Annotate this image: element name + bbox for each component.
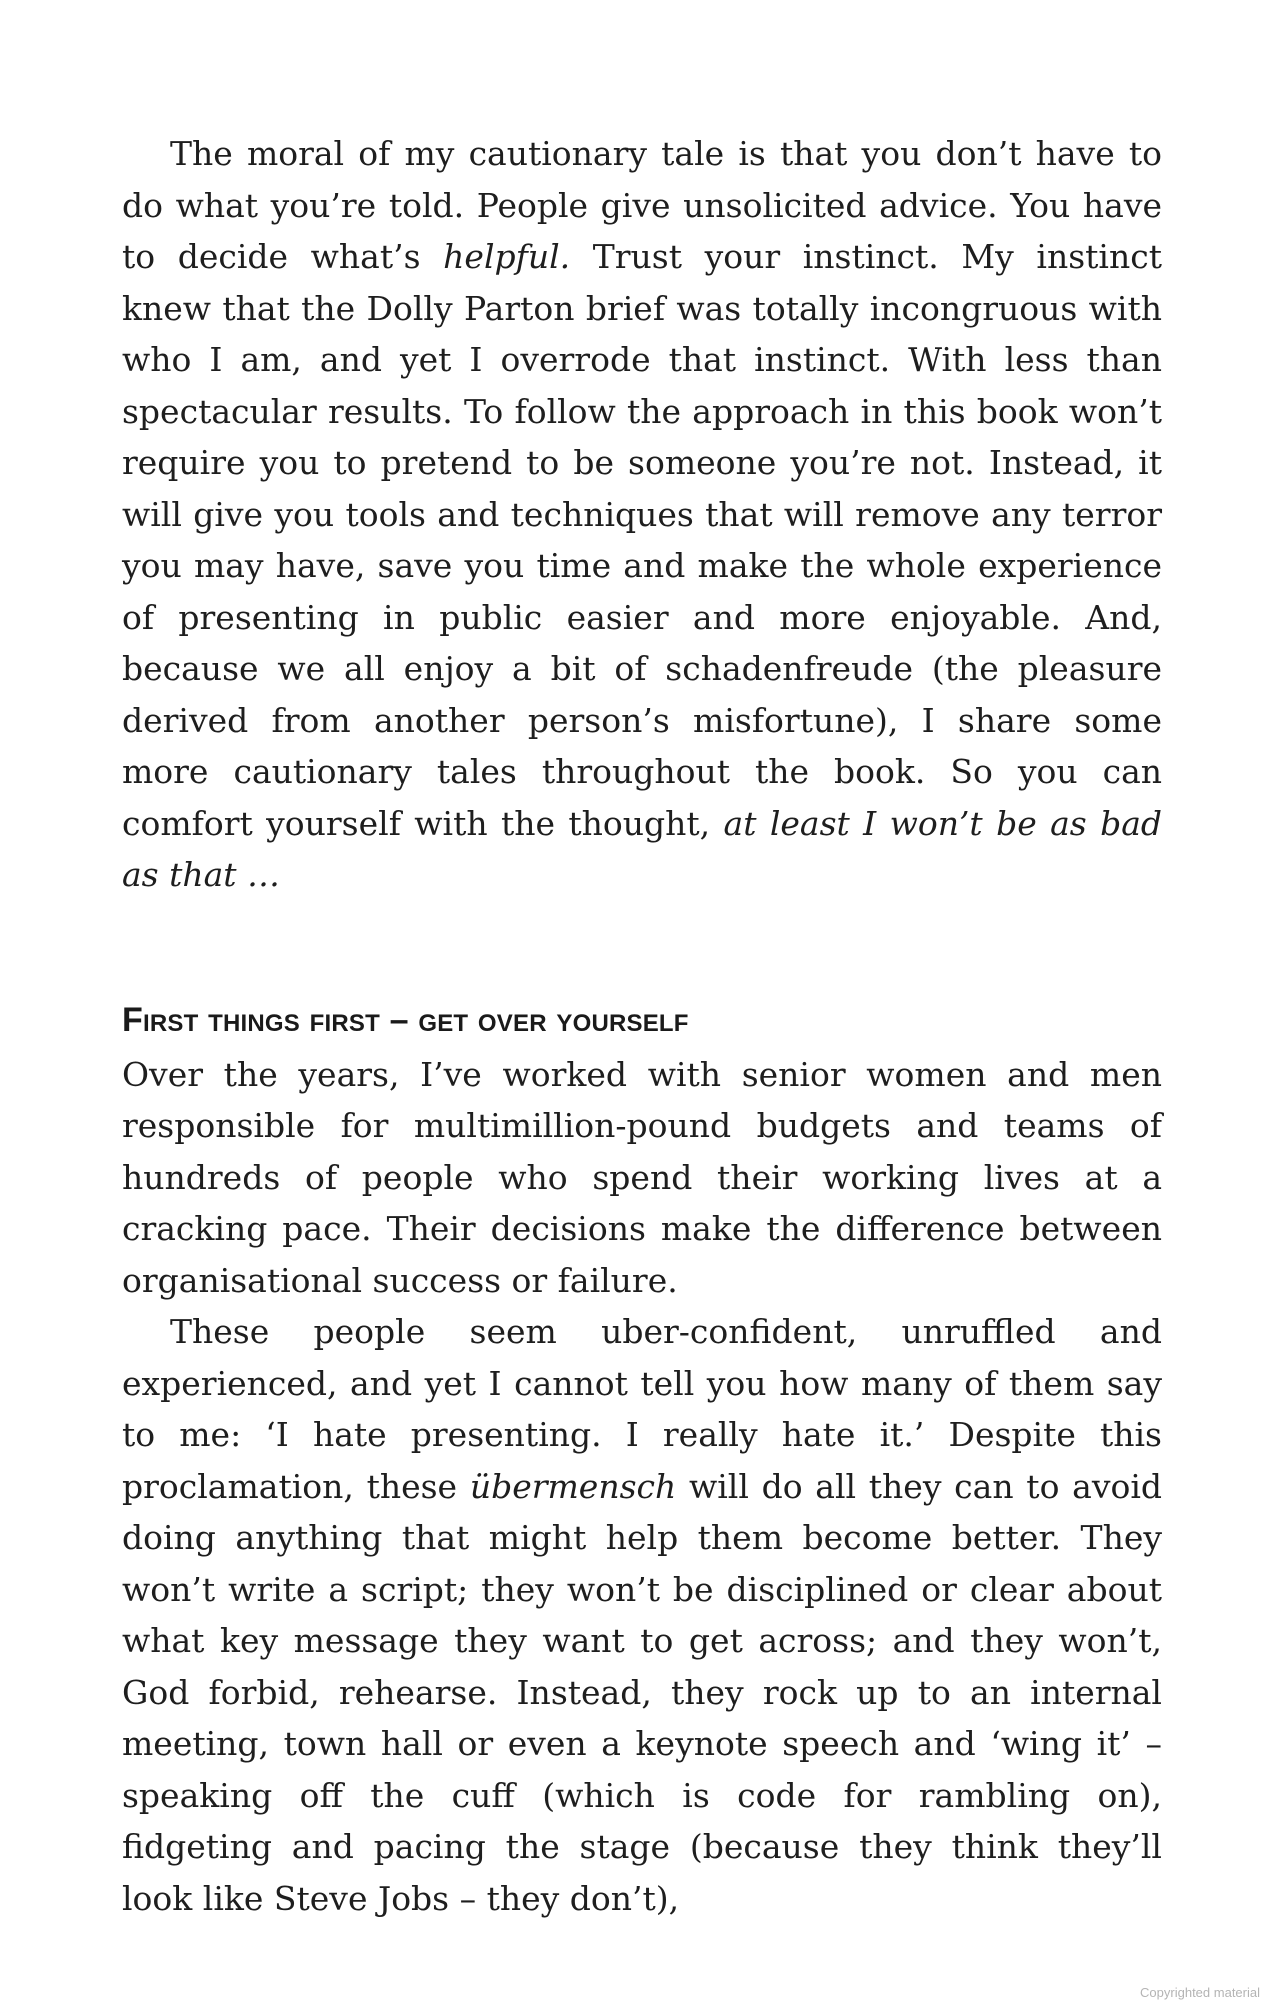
paragraph-text: The moral of my cautionary tale is that you don’t have to do what you’re told. People give unsolicited advice. You have to decide what’s	[122, 134, 1162, 276]
italic-text: helpful.	[443, 237, 571, 276]
copyright-watermark: Copyrighted material	[1140, 1985, 1260, 2000]
italic-text: at least I won’t be as bad as that …	[122, 803, 1163, 894]
paragraph-text: These people seem uber-confident, unruffled and experienced, and yet I cannot tell you how many of them say to me: ‘I hate presenting. I really hate it.’ Despite this proclamation, these	[122, 1312, 1162, 1506]
paragraph-text: will do all they can to avoid doing anything that might help them become better. They won’t write a script; they won’t be disciplined or clear about what key message they want to get across; and they won’t, God forbid, rehearse. Instead, they rock up to an internal meeting, town hall or even a keynote speech and ‘wing it’ – speaking off the cuff (which is code for rambling on), fidgeting and pacing the stage (because they think they’ll look like Steve Jobs – they don’t),	[122, 1466, 1163, 1918]
book-page	[122, 128, 1162, 1924]
section-spacer	[122, 901, 1162, 995]
paragraph-text: Trust your instinct. My instinct knew that the Dolly Parton brief was totally incongruous with who I am, and yet I overrode that instinct. With less than spectacular results. To follow the approach in this book won’t require you to pretend to be someone you’re not. Instead, it will give you tools and techniques that will remove any terror you may have, save you time and make the whole experience of presenting in public easier and more enjoyable. And, because we all enjoy a bit of schadenfreude (the pleasure derived from another person’s misfortune), I share some more cautionary tales throughout the book. So you can comfort yourself with the thought,	[122, 237, 1162, 843]
paragraph-senior-people: Over the years, I’ve worked with senior women and men responsible for multimillion-pound budgets and teams of hundreds of people who spend their working lives at a cracking pace. Their decisions make the difference between organisational success or failure.	[122, 1054, 1162, 1300]
paragraph-cautionary-tale	[122, 128, 1162, 901]
section-heading: First things first – get over yourself	[122, 1000, 689, 1039]
paragraph-uber-confident	[122, 1306, 1162, 1924]
italic-text: übermensch	[469, 1466, 677, 1506]
